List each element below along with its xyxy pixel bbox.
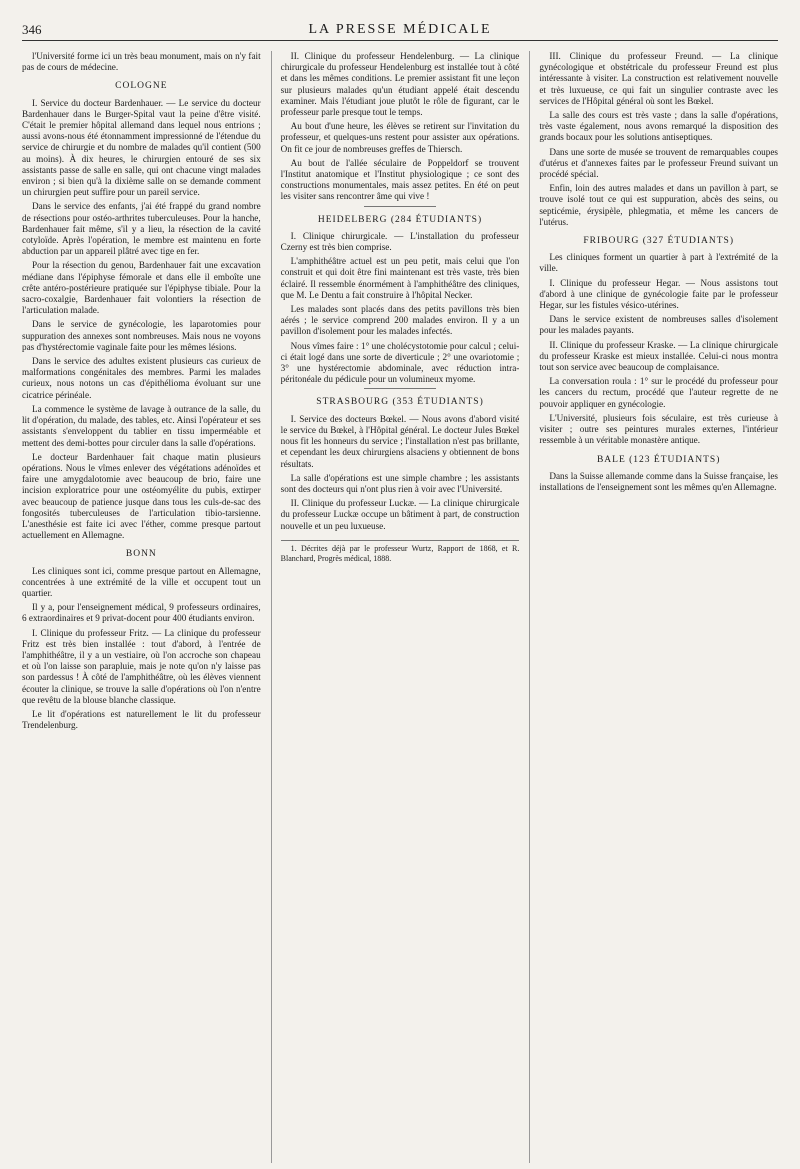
paragraph: I. Service du docteur Bardenhauer. — Le service du docteur Bardenhauer dans le Burger-Spital vaut la peine d'être visité. C'était le premier hôpital allemand dans lequel nous entrions ; aussi avons-nous été étonnamment impressionné de l'étendue du service de chirurgie et du nombre de malades qu'il contient (500 au moins). À dix heures, le chirurgien entouré de ses six assistants passe de salle en salle, qui ont chacune vingt malades environ ; si bien qu'à la dixième salle on se demande comment un chirurgien peut suffire pour un pareil service. — [22, 97, 261, 198]
paragraph: Dans la Suisse allemande comme dans la Suisse française, les installations de l'enseignement sont les mêmes qu'en Allemagne. — [539, 470, 778, 492]
paragraph: Enfin, loin des autres malades et dans un pavillon à part, se trouve isolé tout ce qui est suppuration, abcès des seins, ou septicémie, érysipèle, phlegmatia, et même les cancers de l'utérus. — [539, 183, 778, 227]
paragraph: III. Clinique du professeur Freund. — La clinique gynécologique et obstétricale du professeur Freund est plus intéressante à visiter. La construction est relativement nouvelle et très luxueuse, ce qui fait un singulier contraste avec les services de l'Hôpital général où sont les Bœkel. — [539, 51, 778, 106]
paragraph: I. Service des docteurs Bœkel. — Nous avons d'abord visité le service du Bœkel, à l'Hôpital général. Le docteur Jules Bœkel nous fit les honneurs du service ; l'installation n'est pas brillante, et cependant les deux chirurgiens alsaciens y obtiennent de bons résultats. — [280, 413, 520, 469]
paragraph: La salle d'opérations est une simple chambre ; les assistants sont des docteurs qui n'ont plus rien à voir avec l'Université. — [280, 472, 520, 494]
paragraph: Les cliniques forment un quartier à part à l'extrémité de la ville. — [539, 252, 778, 274]
paragraph: Pour la résection du genou, Bardenhauer fait une excavation médiane dans l'épiphyse fémorale et dans elle il emboîte une crête antéro-postérieure pratiquée sur l'épiphyse tibiale. Pour la sacro-coxalgie, Bardenhauer fait volontiers la résection de l'articulation malade. — [22, 260, 261, 316]
page-number: 346 — [22, 22, 42, 37]
page-header — [22, 22, 778, 41]
paragraph: II. Clinique du professeur Luckæ. — La clinique chirurgicale du professeur Luckæ occupe un bâtiment à part, de construction nouvelle et un peu luxueuse. — [280, 498, 520, 531]
section-title-bonn: BONN — [125, 549, 157, 560]
paragraph: Le lit d'opérations est naturellement le lit du professeur Trendelenburg. — [22, 708, 261, 731]
paragraph: Dans le service existent de nombreuses salles d'isolement pour les malades payants. — [539, 314, 778, 336]
section-title-strasbourg: STRASBOURG (353 ÉTUDIANTS) — [316, 397, 484, 408]
paragraph: Les malades sont placés dans des petits pavillons très bien aérés ; le service comprend 200 malades environ. Il y a un pavillon d'isolement pour les malades infectés. — [280, 304, 520, 337]
section-title-fribourg: FRIBOURG (327 ÉTUDIANTS) — [583, 236, 735, 247]
paragraph: Au bout de l'allée séculaire de Poppeldorf se trouvent l'Institut anatomique et l'Institut physiologique ; ce sont des constructions monumentales, mais assez petites. En été on peut les visiter sans rencontrer âme qui vive ! — [280, 157, 520, 202]
paragraph: L'amphithéâtre actuel est un peu petit, mais celui que l'on construit et qui doit être fini maintenant est très vaste, très bien éclairé. Il ressemble énormément à l'amphithéâtre des cliniques, que M. Le Dentu a fait construire à l'hôpital Necker. — [280, 256, 520, 300]
footnote: 1. Décrites déjà par le professeur Wurtz, Rapport de 1868, et R. Blanchard, Progrès médical, 1888. — [280, 543, 520, 563]
paragraph: Dans le service de gynécologie, les laparotomies pour suppuration des annexes sont nombreuses. Mais nous ne voyons pas d'hystérectomie vaginale faite pour les mêmes lésions. — [22, 319, 261, 352]
paragraph: I. Clinique du professeur Hegar. — Nous assistons tout d'abord à une clinique de gynécologie faite par le professeur Hegar, sur les fistules vésico-utérines. — [539, 277, 778, 311]
section-title-bale: BALE (123 ÉTUDIANTS) — [596, 454, 721, 465]
paragraph: Il y a, pour l'enseignement médical, 9 professeurs ordinaires, 6 extraordinaires et 9 privat-docent pour 400 étudiants environ. — [22, 602, 261, 624]
paragraph: Nous vîmes faire : 1° une cholécystotomie pour calcul ; celui-ci était logé dans une sorte de diverticule ; 2° une ovariotomie ; 3° une hystérectomie abdominale, avec réduction intra-péritonéale du pédicule pour un volumineux myome. — [280, 340, 520, 385]
paragraph: La conversation roula : 1° sur le procédé du professeur pour les cancers du rectum, procédé que l'auteur regrette de ne pouvoir appliquer en gynécologie. — [539, 376, 778, 409]
paragraph: l'Université forme ici un très beau monument, mais on n'y fait pas de cours de médecine. — [22, 51, 261, 73]
column-3 — [529, 51, 778, 1163]
column-2 — [271, 51, 520, 1163]
section-title-heidelberg: HEIDELBERG (284 ÉTUDIANTS) — [317, 214, 483, 225]
paragraph: Dans une sorte de musée se trouvent de remarquables coupes d'utérus et d'annexes faites par le professeur Freund suivant un procédé spécial. — [539, 146, 778, 180]
paragraph: I. Clinique du professeur Fritz. — La clinique du professeur Fritz est très bien installée : tout d'abord, à l'entrée de l'amphithéâtre, il y a un vestiaire, où l'on accroche son chapeau et où l'on laisse son parapluie, mais je note qu'on n'y laisse pas son pardessus ! À côté de l'amphithéâtre, où les élèves viennent écouter la clinique, se trouve la salle d'opérations où l'on n'entre que revêtu de la blouse blanche classique. — [22, 627, 261, 705]
paragraph: Le docteur Bardenhauer fait chaque matin plusieurs opérations. Nous le vîmes enlever des végétations adénoïdes et faire une amygdalotomie avec beaucoup de brio, faire une incision exploratrice pour une ostéomyélite du pubis, extirper avec beaucoup de patience jusque dans tous les culs-de-sac des fongosités tuberculeuses de l'articulation tibio-tarsienne. L'anesthésie est faite ici avec l'éther, comme presque partout actuellement en Allemagne. — [22, 451, 261, 541]
article-columns — [22, 51, 778, 1163]
paragraph: La salle des cours est très vaste ; dans la salle d'opérations, très vaste également, nous avons remarqué la disposition des grands bocaux pour les solutions antiseptiques. — [539, 110, 778, 143]
paragraph: L'Université, plusieurs fois séculaire, est très curieuse à visiter ; outre ses peintures murales externes, l'intérieur ressemble à un véritable monastère antique. — [539, 412, 778, 446]
footnotes — [281, 540, 520, 564]
paragraph: Les cliniques sont ici, comme presque partout en Allemagne, concentrées à une extrémité de la ville et occupent tout un quartier. — [22, 565, 261, 598]
section-divider — [364, 388, 436, 389]
column-1 — [22, 51, 261, 1163]
paragraph: Dans le service des enfants, j'ai été frappé du grand nombre de résections pour ostéo-arthrites tuberculeuses. Pour la hanche, Bardenhauer fait même, s'il y a lieu, la résection de la cavité cotyloïde. Après l'opération, le membre est maintenu en forte abduction par un appareil plâtré avec tige en fer. — [22, 201, 261, 257]
paragraph: II. Clinique du professeur Hendelenburg. — La clinique chirurgicale du professeur Hendelenburg est installée tout à côté et dans les mêmes conditions. Le premier assistant fit une leçon sur plusieurs malades qu'un étudiant appelé était descendu examiner. Mais l'étudiant joue plutôt le rôle de figurant, car le professeur parle presque tout le temps. — [280, 51, 520, 118]
paragraph: La commence le système de lavage à outrance de la salle, du lit d'opération, du malade, des tables, etc. Ainsi l'opérateur et ses assistants s'enveloppent du tablier en tissu imperméable et mettent des demi-bottes pour circuler dans la salle d'opérations. — [22, 403, 261, 448]
section-divider — [364, 206, 436, 207]
paragraph: Dans le service des adultes existent plusieurs cas curieux de malformations congénitales des membres. Parmi les malades curieux, nous notons un cas d'épithélioma évoluant sur une cicatrice périnéale. — [22, 356, 261, 400]
paragraph: Au bout d'une heure, les élèves se retirent sur l'invitation du professeur, et quelques-uns restent pour assister aux opérations. On fit ce jour de nombreuses greffes de Thiersch. — [280, 121, 520, 154]
paragraph: II. Clinique du professeur Kraske. — La clinique chirurgicale du professeur Kraske est mieux installée. Celui-ci nous montra tout son service avec beaucoup de complaisance. — [539, 339, 778, 373]
paragraph: I. Clinique chirurgicale. — L'installation du professeur Czerny est très bien comprise. — [280, 230, 520, 253]
journal-title: LA PRESSE MÉDICALE — [308, 22, 492, 37]
section-title-cologne: COLOGNE — [115, 81, 168, 92]
